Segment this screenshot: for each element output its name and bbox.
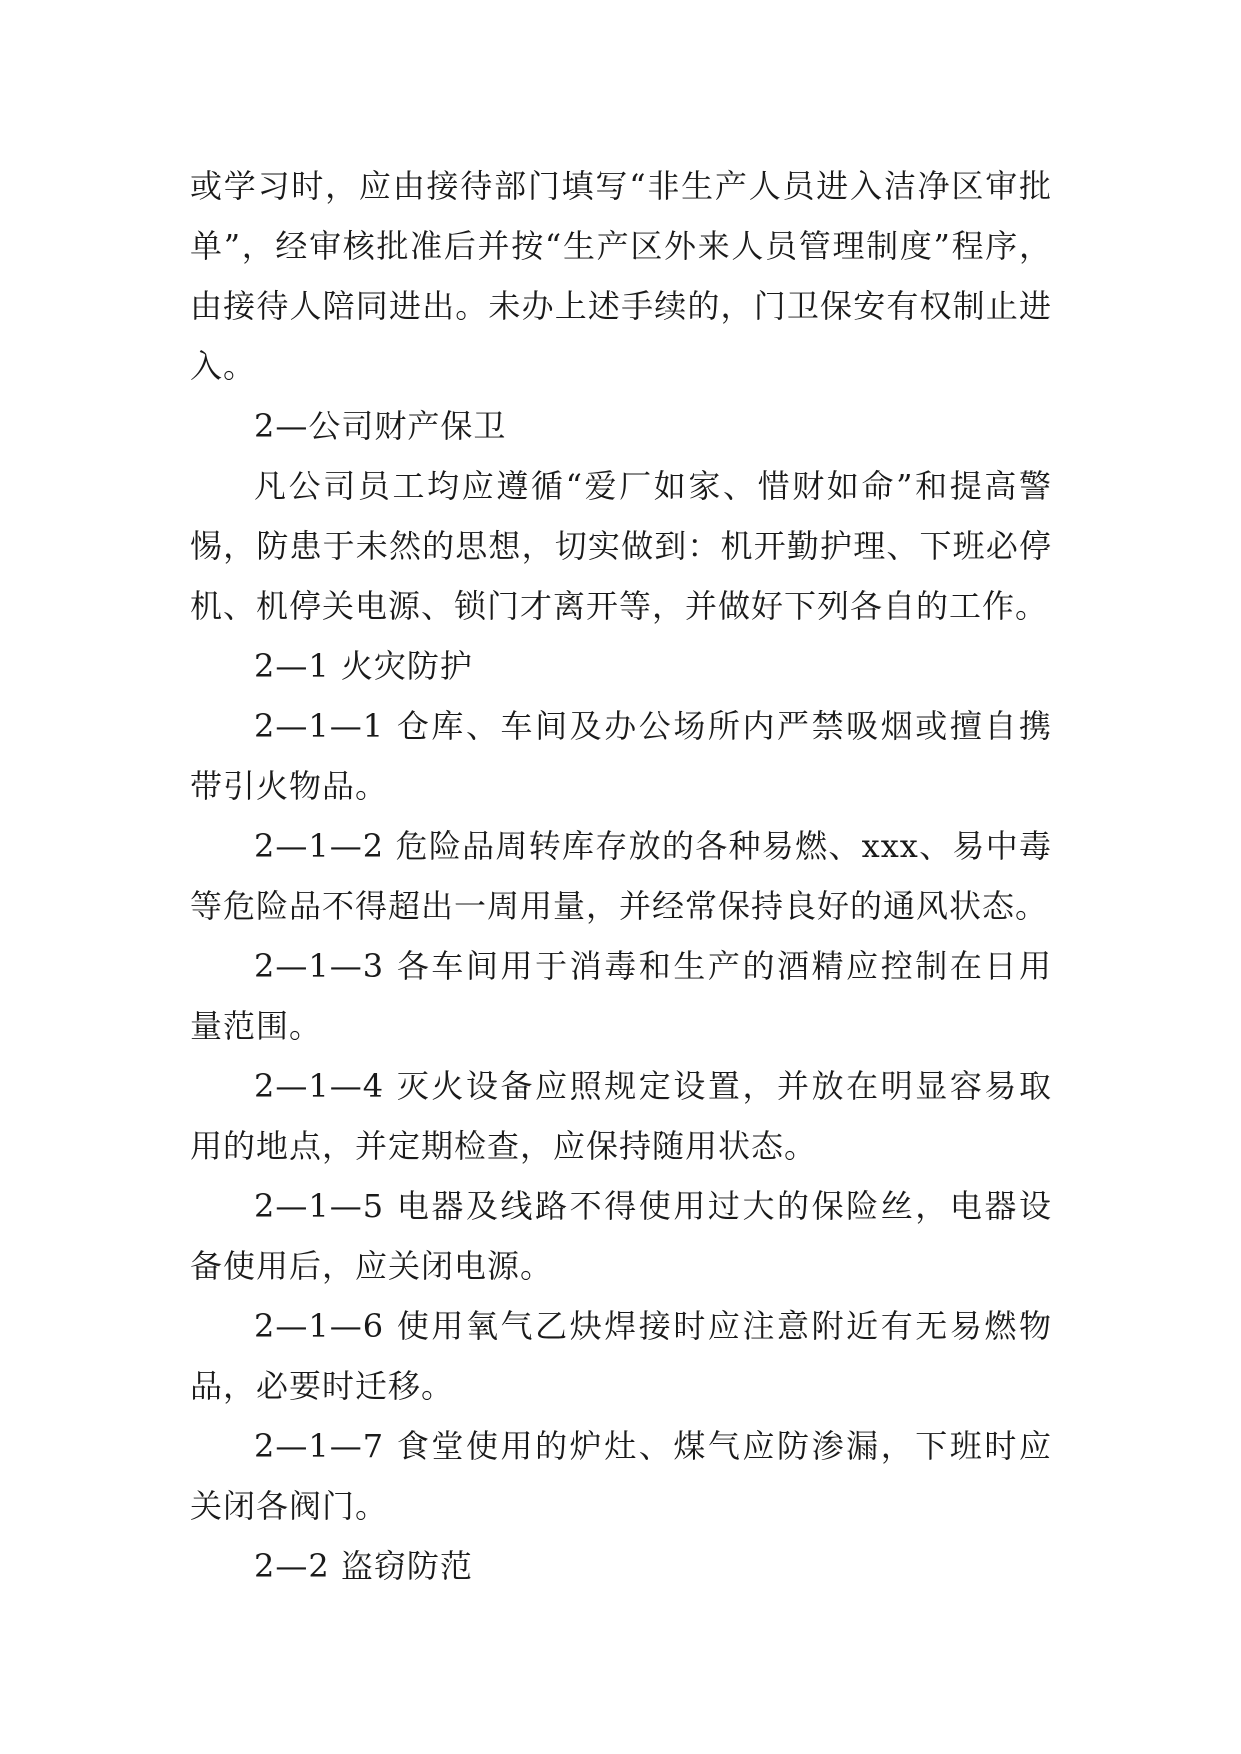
clause-2-1-6: 2—1—6 使用氧气乙炔焊接时应注意附近有无易燃物品，必要时迁移。 xyxy=(190,1307,1052,1405)
document-body xyxy=(190,156,1052,1596)
section-heading-theft-prevention: 2—2 盗窃防范 xyxy=(254,1547,473,1585)
paragraph-property-security: 凡公司员工均应遵循“爱厂如家、惜财如命”和提高警惕，防患于未然的思想，切实做到：机开勤护理、下班必停机、机停关电源、锁门才离开等，并做好下列各自的工作。 xyxy=(190,467,1052,625)
paragraph-continued: 或学习时，应由接待部门填写“非生产人员进入洁净区审批单”，经审核批准后并按“生产区外来人员管理制度”程序，由接待人陪同进出。未办上述手续的，门卫保安有权制止进入。 xyxy=(190,167,1052,385)
clause-2-1-1: 2—1—1 仓库、车间及办公场所内严禁吸烟或擅自携带引火物品。 xyxy=(190,707,1052,805)
clause-2-1-5: 2—1—5 电器及线路不得使用过大的保险丝，电器设备使用后，应关闭电源。 xyxy=(190,1187,1052,1285)
section-heading-property-security: 2—公司财产保卫 xyxy=(254,407,507,445)
clause-2-1-4: 2—1—4 灭火设备应照规定设置，并放在明显容易取用的地点，并定期检查，应保持随用状态。 xyxy=(190,1067,1052,1165)
section-heading-fire-protection: 2—1 火灾防护 xyxy=(254,647,473,685)
clause-2-1-2: 2—1—2 危险品周转库存放的各种易燃、xxx、易中毒等危险品不得超出一周用量，并经常保持良好的通风状态。 xyxy=(190,827,1052,925)
clause-2-1-3: 2—1—3 各车间用于消毒和生产的酒精应控制在日用量范围。 xyxy=(190,947,1052,1045)
clause-2-1-7: 2—1—7 食堂使用的炉灶、煤气应防渗漏，下班时应关闭各阀门。 xyxy=(190,1427,1052,1525)
